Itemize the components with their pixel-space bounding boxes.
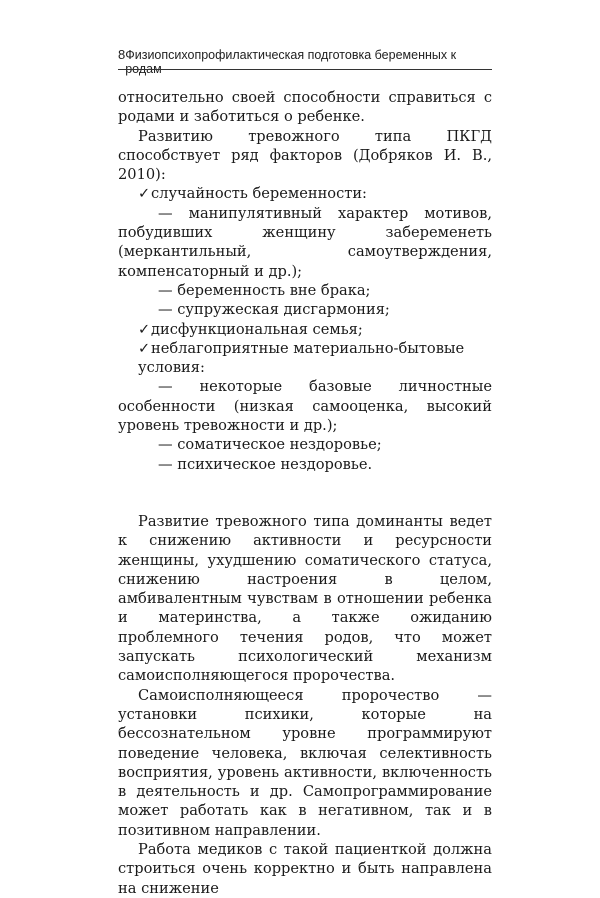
factor-item-2 [118,320,492,339]
main-text [118,88,492,898]
running-title: Физиопсихопрофилактическая подготовка беременных к родам [125,48,457,76]
factor-item-1-sub-2: — беременность вне брака; [158,281,371,299]
factor-item-1-sub-3: — супружеская дисгармония; [158,301,390,319]
paragraph-intro: относительно своей способности справиться с родами и заботиться о ребенке. [118,89,492,126]
paragraph-dominant: Развитие тревожного типа доминанты ведет к снижению активности и ресурсности женщины, ухудшению соматического статуса, снижению настроения в целом, амбивалентным чувствам в отношении ребенка и материнства, а также ожиданию проблемного течения родов, что может запускать психологический механизм самоисполняющегося пророчества. [118,512,492,685]
check-mark-icon: ✓ [138,185,151,203]
factor-item-1-text: случайность беременности: [151,185,367,203]
paragraph-prophecy: Самоисполняющееся пророчество — установки психики, которые на бессознательном уровне программируют поведение человека, включая селективность восприятия, уровень активности, включенность в деятельность и др. Самопрограммирование может работать как в негативном, так и в позитивном направлении. [118,686,492,839]
factor-item-3-text: неблагоприятные материально-бытовые условия: [138,339,465,377]
factor-item-1-sub-1: — манипулятивный характер мотивов, побудивших женщину забеременеть (меркантильный, самоутверждения, компенсаторный и др.); [118,204,492,280]
running-header [118,47,492,76]
header-rule [118,69,492,70]
paragraph-factors-intro: Развитию тревожного типа ПКГД способствует ряд факторов (Добряков И. В., 2010): [118,127,492,184]
factor-item-2-text: дисфункциональная семья; [151,320,363,338]
section-gap [118,474,492,512]
factor-item-1 [118,184,492,203]
factor-item-3-sub-3: — психическое нездоровье. [158,455,373,473]
check-mark-icon: ✓ [138,339,151,357]
page-number: 8 [118,47,126,62]
paragraph-medics: Работа медиков с такой пациенткой должна строиться очень корректно и быть направлена на снижение [118,840,492,897]
check-mark-icon: ✓ [138,320,151,338]
factor-item-3-sub-1: — некоторые базовые личностные особенности (низкая самооценка, высокий уровень тревожности и др.); [118,378,492,435]
factor-item-3-sub-2: — соматическое нездоровье; [158,436,382,454]
factor-item-3 [118,339,492,378]
